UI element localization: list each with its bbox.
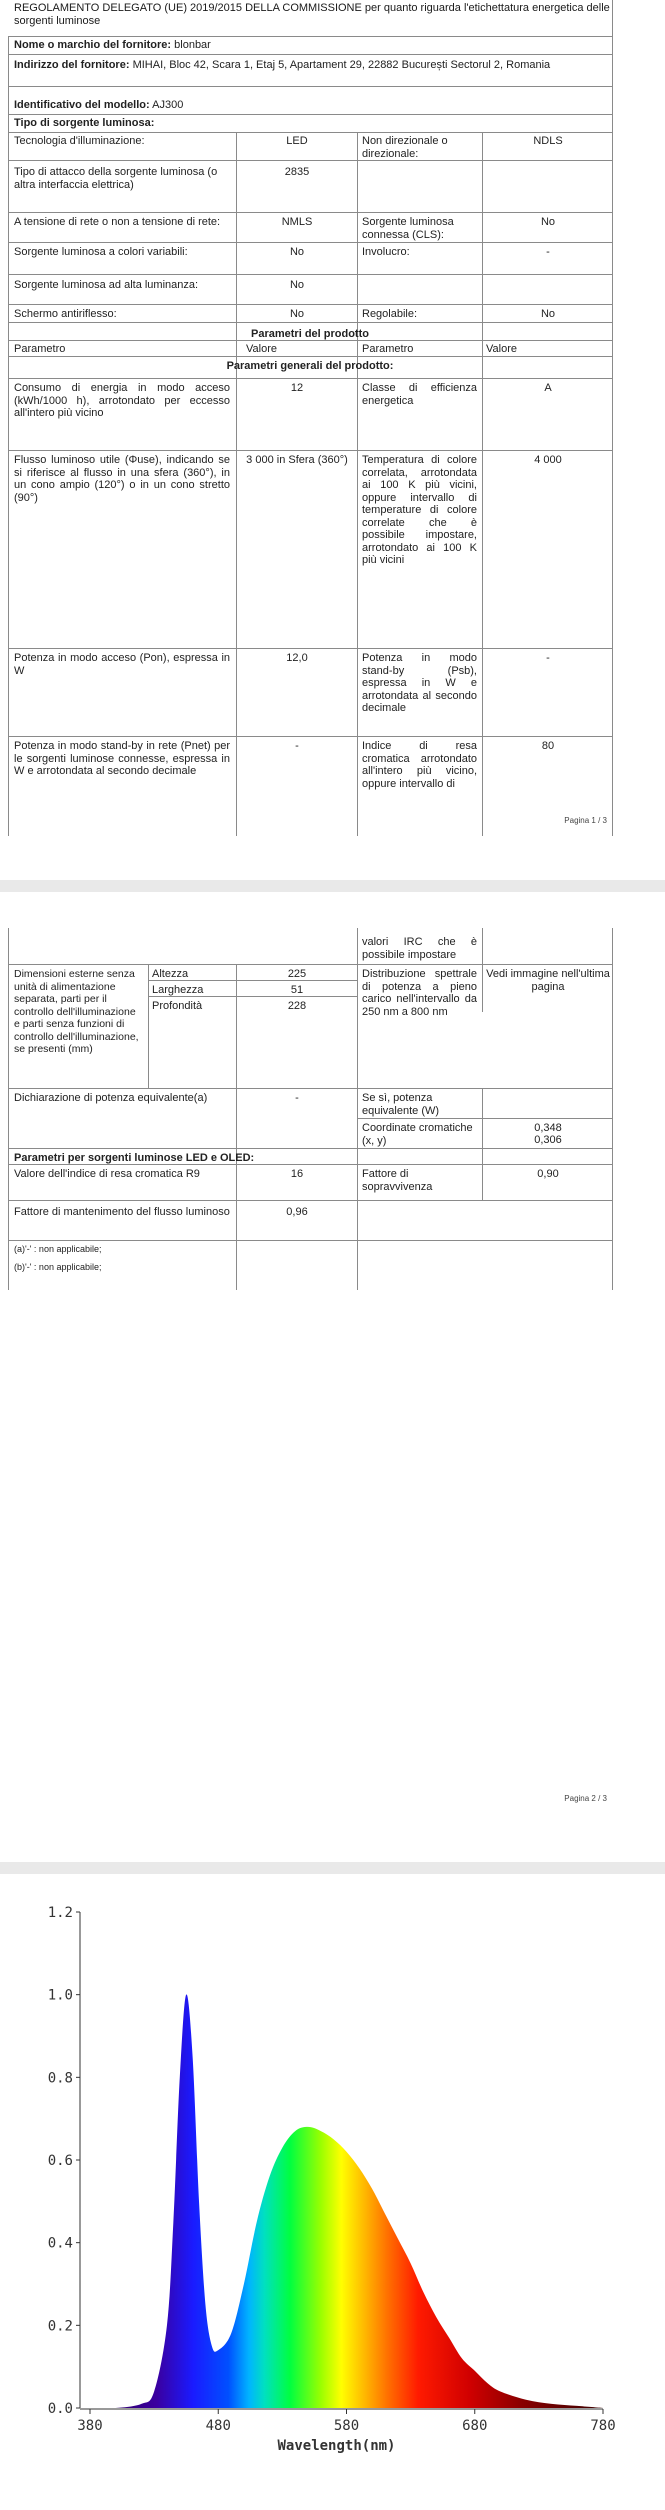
x-tick-label: 680 — [462, 2418, 488, 2434]
supplier-value: blonbar — [174, 39, 211, 51]
chromaticity-y: 0,306 — [534, 1134, 562, 1146]
standby-power-value: - — [546, 652, 550, 664]
cap-label: Tipo di attacco della sorgente luminosa (o altra interfaccia elettrica) — [14, 166, 218, 191]
supplier-label: Nome o marchio del fornitore: — [14, 39, 172, 51]
y-tick-label: 0.6 — [47, 2153, 73, 2169]
height-value: 225 — [287, 968, 307, 980]
on-power-value: 12,0 — [286, 652, 308, 664]
col-value-2: Valore — [486, 343, 517, 355]
y-tick-label: 1.0 — [47, 1987, 73, 2004]
directional-label: Non direzionale o direzionale: — [362, 135, 448, 160]
page-number-2: Pagina 2 / 3 — [564, 1794, 607, 1803]
x-tick-label: 480 — [205, 2418, 231, 2434]
cap-value: 2835 — [284, 166, 310, 178]
col-param-2: Parametro — [362, 343, 414, 355]
col-value-1: Valore — [246, 343, 277, 355]
y-tick-label: 0.8 — [47, 2070, 73, 2087]
depth-value: 228 — [287, 1000, 307, 1012]
dim-value: No — [540, 308, 556, 320]
address-label: Indirizzo del fornitore: — [14, 59, 130, 71]
page-number-1: Pagina 1 / 3 — [564, 816, 607, 825]
glare-value: No — [289, 308, 305, 320]
hl-label: Sorgente luminosa ad alta luminanza: — [14, 279, 199, 291]
chromaticity-label: Coordinate cromatiche (x, y) — [362, 1122, 473, 1147]
r9-value: 16 — [290, 1168, 304, 1180]
cct-value: 4 000 — [534, 454, 562, 466]
equivalent-watt-label: Se sì, potenza equivalente (W) — [362, 1092, 440, 1117]
on-power-label: Potenza in modo acceso (Pon), espressa in W — [14, 652, 230, 677]
page-separator-2 — [0, 1862, 665, 1874]
equivalent-power-value: - — [295, 1092, 299, 1104]
spd-value: Vedi immagine nell'ultima pagina — [486, 968, 610, 993]
x-tick-label: 780 — [590, 2418, 616, 2434]
y-tick-label: 1.2 — [47, 1905, 73, 1921]
page-separator-1 — [0, 880, 665, 892]
width-value: 51 — [290, 984, 304, 996]
r9-label: Valore dell'indice di resa cromatica R9 — [14, 1168, 200, 1180]
general-params-title: Parametri generali del prodotto: — [226, 360, 394, 372]
survival-factor-label: Fattore di sopravvivenza — [362, 1168, 433, 1193]
dimensions-label: Dimensioni esterne senza unità di alimentazione separata, parti per il controllo dell'illuminazione e parti senza funzioni di controllo dell'illuminazione, se presenti (mm) — [14, 968, 139, 1055]
cct-label: Temperatura di colore correlata, arrotondata ai 100 K più vicini, oppure intervallo di temperature di colore correlate che è possibile impostare, arrotondato ai 100 K più vicini — [362, 454, 477, 566]
note-a: (a)'-' : non applicabile; — [14, 1244, 102, 1254]
y-tick-label: 0.0 — [47, 2401, 73, 2417]
tech-label: Tecnologia d'illuminazione: — [14, 135, 145, 147]
envelope-value: - — [546, 246, 550, 258]
cls-value: No — [540, 216, 556, 228]
energy-consumption-label: Consumo di energia in modo acceso (kWh/1000 h), arrotondato per eccesso all'intero più vicino — [14, 382, 230, 419]
tech-value: LED — [286, 135, 308, 147]
energy-consumption-value: 12 — [290, 382, 304, 394]
cls-label: Sorgente luminosa connessa (CLS): — [362, 216, 454, 241]
x-tick-label: 380 — [77, 2418, 103, 2434]
cri-value: 80 — [541, 740, 555, 752]
product-params-title: Parametri del prodotto — [251, 328, 369, 340]
hl-value: No — [289, 279, 305, 291]
useful-flux-value: 3 000 in Sfera (360°) — [246, 454, 348, 466]
spectral-distribution-chart — [0, 1874, 665, 2510]
page-3 — [0, 1874, 665, 2510]
x-axis-title: Wavelength(nm) — [277, 2438, 396, 2454]
efficiency-class-value: A — [544, 382, 552, 394]
model-value: AJ300 — [152, 99, 184, 111]
lumen-maintenance-value: 0,96 — [286, 1206, 308, 1218]
regulation-title: REGOLAMENTO DELEGATO (UE) 2019/2015 DELLA COMMISSIONE per quanto riguarda l'etichettatura energetica delle sorgenti luminose — [14, 2, 610, 27]
net-standby-value: - — [295, 740, 299, 752]
net-standby-label: Potenza in modo stand-by in rete (Pnet) per le sorgenti luminose connesse, espressa in W e arrotondata al secondo decimale — [14, 740, 230, 777]
equivalent-power-label: Dichiarazione di potenza equivalente(a) — [14, 1092, 208, 1104]
x-tick-label: 580 — [333, 2418, 360, 2434]
survival-factor-value: 0,90 — [537, 1168, 559, 1180]
efficiency-class-label: Classe di efficienza energetica — [362, 382, 477, 407]
source-type-label: Tipo di sorgente luminosa: — [14, 117, 155, 129]
led-params-title: Parametri per sorgenti luminose LED e OLED: — [14, 1152, 255, 1164]
cri-label: Indice di resa cromatica arrotondato all'intero più vicino, oppure intervallo di — [362, 740, 477, 790]
mains-value: NMLS — [281, 216, 313, 228]
colour-label: Sorgente luminosa a colori variabili: — [14, 246, 188, 258]
dim-label: Regolabile: — [362, 308, 418, 320]
width-label: Larghezza — [152, 984, 204, 996]
directional-value: NDLS — [533, 135, 563, 147]
mains-label: A tensione di rete o non a tensione di rete: — [14, 216, 221, 228]
spectrum-area — [90, 1994, 603, 2408]
chromaticity-x: 0,348 — [534, 1122, 562, 1134]
address-value: MIHAI, Bloc 42, Scara 1, Etaj 5, Apartament 29, 22882 București Sectorul 2, Romania — [132, 59, 551, 71]
depth-label: Profondità — [152, 1000, 203, 1012]
cri-label-cont: valori IRC che è possibile impostare — [362, 936, 477, 961]
useful-flux-label: Flusso luminoso utile (Φuse), indicando se si riferisce al flusso in una sfera (360°), in un cono ampio (120°) o in un cono stretto (90°) — [14, 454, 230, 504]
standby-power-label: Potenza in modo stand-by (Psb), espressa in W e arrotondata al secondo decimale — [362, 652, 477, 714]
col-param-1: Parametro — [14, 343, 66, 355]
y-tick-label: 0.2 — [47, 2318, 73, 2335]
spd-label: Distribuzione spettrale di potenza a pieno carico nell'intervallo da 250 nm a 800 nm — [362, 968, 477, 1018]
height-label: Altezza — [152, 968, 189, 980]
page-1 — [0, 0, 665, 880]
colour-value: No — [289, 246, 305, 258]
model-label: Identificativo del modello: — [14, 99, 150, 111]
glare-label: Schermo antiriflesso: — [14, 308, 117, 320]
note-b: (b)'-' : non applicabile; — [14, 1262, 102, 1272]
y-tick-label: 0.4 — [47, 2235, 73, 2252]
envelope-label: Involucro: — [362, 246, 410, 258]
page-2 — [0, 892, 665, 1862]
lumen-maintenance-label: Fattore di mantenimento del flusso luminoso — [14, 1206, 230, 1218]
